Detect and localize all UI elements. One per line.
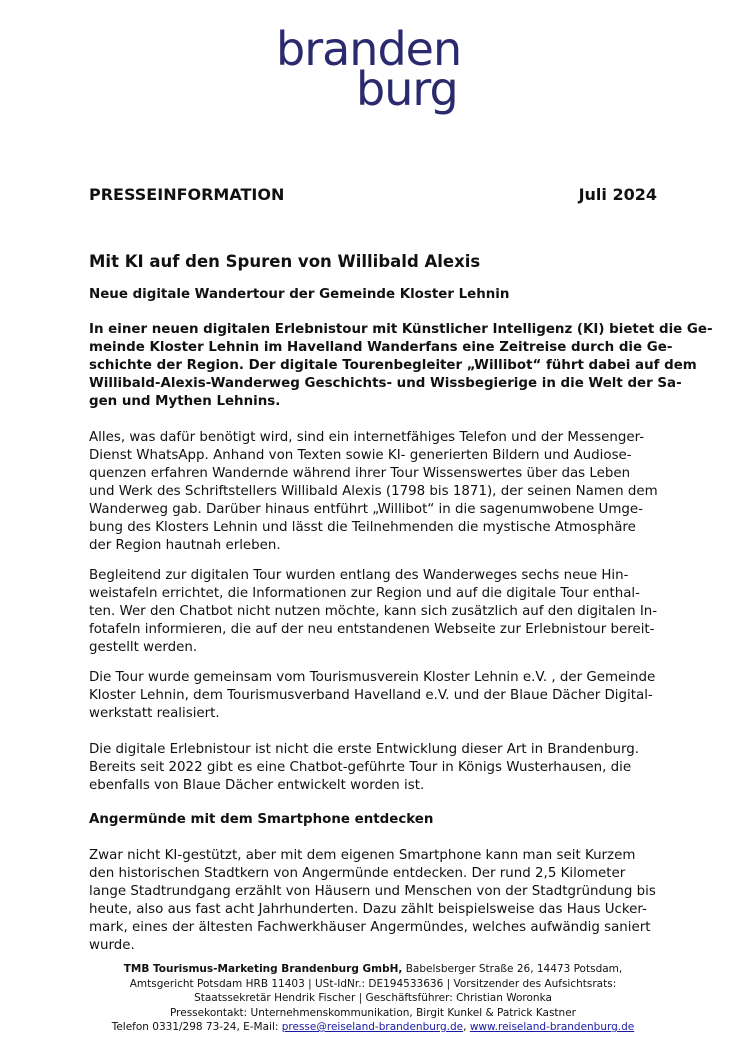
text-line: bung des Klosters Lehnin und lässt die Teilnehmenden die mystische Atmosphäre [89,520,636,535]
website-link[interactable]: www.reiseland-brandenburg.de [469,1021,635,1033]
press-label: PRESSEINFORMATION [89,185,285,204]
text-line: Alles, was dafür benötigt wird, sind ein internetfähiges Telefon und der Messenger- [89,430,645,445]
text-line: In einer neuen digitalen Erlebnistour mit Künstlicher Intelligenz (KI) bietet die Ge- [89,322,713,337]
link-separator: , [463,1021,470,1033]
text-line: Wanderweg gab. Darüber hinaus entführt „Willibot“ in die sagenumwobene Umge- [89,502,643,517]
text-line: Willibald-Alexis-Wanderweg Geschichts- und Wissbegierige in die Welt der Sa- [89,376,682,391]
text-line: wurde. [89,938,135,953]
text-line: heute, also aus fast acht Jahrhunderten. Dazu zählt beispielsweise das Haus Ucker- [89,902,647,917]
text-line: und Werk des Schriftstellers Willibald Alexis (1798 bis 1871), der seinen Namen dem [89,484,658,499]
company-address: Babelsberger Straße 26, 14473 Potsdam, [402,963,623,975]
text-line: Die Tour wurde gemeinsam vom Tourismusverein Kloster Lehnin e.V. , der Gemeinde [89,670,656,685]
text-line: Kloster Lehnin, dem Tourismusverband Havelland e.V. und der Blaue Dächer Digital- [89,688,653,703]
text-line: Die digitale Erlebnistour ist nicht die erste Entwicklung dieser Art in Brandenburg. [89,742,640,757]
article-subtitle: Neue digitale Wandertour der Gemeinde Kloster Lehnin [89,287,510,302]
logo-line-2: burg [356,62,458,116]
text-line: Bereits seit 2022 gibt es eine Chatbot-geführte Tour in Königs Wusterhausen, die [89,760,632,775]
text-line: weistafeln errichtet, die Informationen zur Region und auf die digitale Tour enthal- [89,586,640,601]
page-footer [80,962,666,1035]
phone-email-prefix: Telefon 0331/298 73-24, E-Mail: [111,1021,282,1033]
lead-paragraph [89,321,713,411]
text-line: Zwar nicht KI-gestützt, aber mit dem eigenen Smartphone kann man seit Kurzem [89,848,636,863]
text-line: schichte der Region. Der digitale Tourenbegleiter „Willibot“ führt dabei auf dem [89,358,697,373]
company-name: TMB Tourismus-Marketing Brandenburg GmbH, [123,963,403,975]
footer-line-3: Staatssekretär Hendrik Fischer | Geschäftsführer: Christian Woronka [194,992,552,1004]
section-heading: Angermünde mit dem Smartphone entdecken [89,812,434,827]
footer-line-4: Pressekontakt: Unternehmenskommunikation, Birgit Kunkel & Patrick Kastner [170,1006,576,1019]
paragraph-4 [89,741,657,795]
text-line: ebenfalls von Blaue Dächer entwickelt worden ist. [89,778,425,793]
text-line: Dienst WhatsApp. Anhand von Texten sowie KI- generierten Bildern und Audiose- [89,448,632,463]
text-line: den historischen Stadtkern von Angermünde entdecken. Der rund 2,5 Kilometer [89,866,626,881]
text-line: quenzen erfahren Wandernde während ihrer Tour Wissenswertes über das Leben [89,466,631,481]
text-line: gen und Mythen Lehnins. [89,394,281,409]
text-line: mark, eines der ältesten Fachwerkhäuser Angermündes, welches aufwändig saniert [89,920,651,935]
paragraph-2 [89,567,657,657]
text-line: gestellt werden. [89,640,198,655]
logo-line-1: branden [276,22,462,76]
text-line: der Region hautnah erleben. [89,538,281,553]
footer-line-1 [80,962,666,977]
text-line: meinde Kloster Lehnin im Havelland Wanderfans eine Zeitreise durch die Ge- [89,340,673,355]
footer-line-2: Amtsgericht Potsdam HRB 11403 | USt-IdNr.: DE194533636 | Vorsitzender des Aufsichtsrats: [129,977,617,990]
release-date: Juli 2024 [578,185,657,204]
paragraph-1 [89,429,657,555]
text-line: werkstatt realisiert. [89,706,220,721]
paragraph-5 [89,847,657,957]
paragraph-3 [89,669,657,723]
article-title: Mit KI auf den Spuren von Willibald Alexis [89,252,481,271]
text-line: lange Stadtrundgang erzählt von Häusern und Menschen von der Stadtgründung bis [89,884,656,899]
text-line: fotafeln informieren, die auf der neu entstandenen Webseite zur Erlebnistour bereit- [89,622,655,637]
text-line: Begleitend zur digitalen Tour wurden entlang des Wanderweges sechs neue Hin- [89,568,629,583]
footer-line-5 [80,1020,666,1035]
text-line: ten. Wer den Chatbot nicht nutzen möchte, kann sich zusätzlich auf den digitalen In- [89,604,658,619]
press-email-link[interactable]: presse@reiseland-brandenburg.de [281,1021,464,1033]
